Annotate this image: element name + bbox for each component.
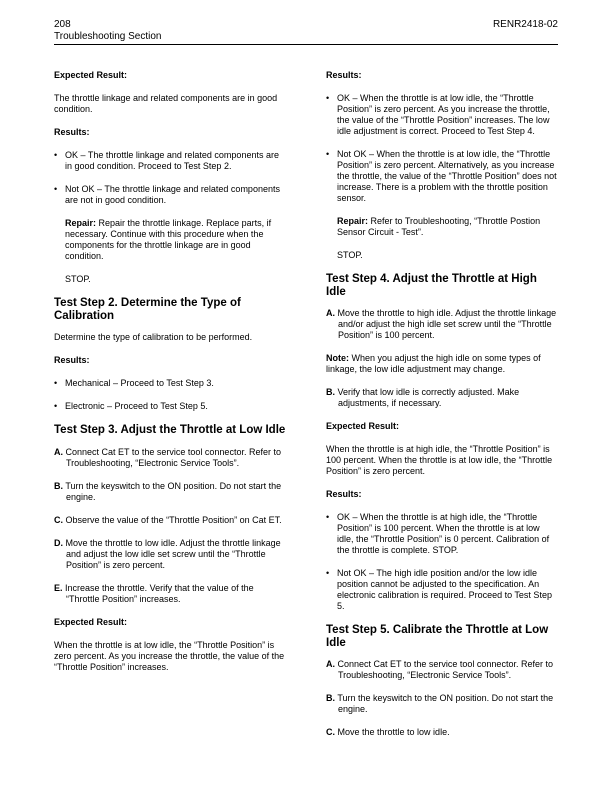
results-label: Results: xyxy=(54,127,90,137)
result-not-ok: • Not OK – The high idle position and/or the low idle position cannot be adjusted to the specification. An electronic calibration is required. Proceed to Test Step 5. xyxy=(326,568,558,612)
result-mechanical: • Mechanical – Proceed to Test Step 3. xyxy=(54,378,286,389)
result-ok: • OK – The throttle linkage and related components are in good condition. Proceed to Test Step 2. xyxy=(54,150,286,172)
item-letter: A. xyxy=(326,659,335,669)
note-label: Note: xyxy=(326,353,349,363)
repair-note xyxy=(326,216,558,238)
result-electronic: • Electronic – Proceed to Test Step 5. xyxy=(54,401,286,412)
result-not-ok: • Not OK – The throttle linkage and related components are not in good condition. xyxy=(54,184,286,206)
step5-item-a xyxy=(326,659,558,681)
repair-label: Repair: xyxy=(337,216,369,226)
header-rule xyxy=(54,44,558,45)
step3-expected-text: When the throttle is at low idle, the “Throttle Position” is zero percent. As you increase the throttle, the value of the “Throttle Position” increases. xyxy=(54,639,285,672)
note-text: When you adjust the high idle on some types of linkage, the low idle adjustment may change. xyxy=(326,353,541,374)
stop-text: STOP. xyxy=(65,274,91,284)
results-label: Results: xyxy=(326,489,362,499)
right-column xyxy=(326,70,558,750)
repair-text: Repair the throttle linkage. Replace parts, if necessary. Continue with this procedure when the components for the throttle linkage are in good condition. xyxy=(65,218,272,261)
item-text: Turn the keyswitch to the ON position. Do not start the engine. xyxy=(65,480,282,502)
step3-item-c xyxy=(54,515,286,526)
result-ok: • OK – When the throttle is at high idle, the “Throttle Position” is 100 percent. When the throttle is at low idle, the “Throttle Position” is 0 percent. Calibration of the throttle is complete. STOP. xyxy=(326,512,558,556)
step3-item-b xyxy=(54,481,286,503)
step2-heading: Test Step 2. Determine the Type of Calibration xyxy=(54,297,241,322)
page-header-left xyxy=(54,19,161,43)
item-letter: E. xyxy=(54,582,63,593)
step2-results-label: Results: xyxy=(54,355,90,365)
step4-item-a xyxy=(326,308,558,341)
item-text: Connect Cat ET to the service tool connector. Refer to Troubleshooting, “Electronic Service Tools”. xyxy=(65,446,281,468)
item-letter: A. xyxy=(54,446,63,457)
expected-result-text: The throttle linkage and related components are in good condition. xyxy=(54,93,278,114)
item-text: Increase the throttle. Verify that the value of the “Throttle Position” increases. xyxy=(65,582,254,604)
step3-heading: Test Step 3. Adjust the Throttle at Low Idle xyxy=(54,424,286,436)
repair-label: Repair: xyxy=(65,218,97,228)
section-name: Troubleshooting Section xyxy=(54,31,162,42)
step5-heading: Test Step 5. Calibrate the Throttle at Low Idle xyxy=(326,624,549,649)
page-number: 208 xyxy=(54,19,71,30)
item-text: Observe the value of the “Throttle Position” on Cat ET. xyxy=(65,514,282,525)
item-text: Move the throttle to low idle. xyxy=(337,727,450,737)
item-letter: C. xyxy=(54,514,63,525)
repair-text: Refer to Troubleshooting, “Throttle Postion Sensor Circuit - Test”. xyxy=(337,216,541,237)
results-label: Results: xyxy=(326,70,362,80)
step5-item-b xyxy=(326,693,558,715)
step2-text: Determine the type of calibration to be performed. xyxy=(54,332,253,342)
item-letter: D. xyxy=(54,537,63,548)
stop-text: STOP. xyxy=(337,250,363,260)
item-text: Connect Cat ET to the service tool connector. Refer to Troubleshooting, “Electronic Service Tools”. xyxy=(337,659,553,680)
step4-heading: Test Step 4. Adjust the Throttle at High Idle xyxy=(326,273,537,298)
result-ok: • OK – When the throttle is at low idle, the “Throttle Position” is zero percent. As you increase the throttle, the value of the “Throttle Position” increases. The low idle adjustment is correct. Proceed to Test Step 4. xyxy=(326,93,558,137)
item-text: Move the throttle to low idle. Adjust the throttle linkage and adjust the low idle set screw until the “Throttle Position” is zero percent. xyxy=(65,537,281,570)
repair-note xyxy=(54,218,286,262)
document-id: RENR2418-02 xyxy=(492,19,558,30)
step3-item-e xyxy=(54,583,286,605)
result-not-ok: • Not OK – When the throttle is at low idle, the “Throttle Position” is zero percent. Alternatively, as you increase the throttle, the value of the “Throttle Position” does not increase. There is a problem with the throttle position sensor. xyxy=(326,149,558,204)
expected-result-text: When the throttle is at high idle, the “Throttle Position” is 100 percent. When the throttle is at low idle, the “Throttle Position” is zero percent. xyxy=(326,444,553,476)
step5-item-c xyxy=(326,727,558,738)
item-letter: B. xyxy=(54,480,63,491)
item-letter: B. xyxy=(326,387,335,397)
step3-expected-label: Expected Result: xyxy=(54,616,128,627)
item-letter: B. xyxy=(326,693,335,703)
left-column xyxy=(54,70,286,685)
expected-result-label: Expected Result: xyxy=(54,70,128,80)
step3-item-a xyxy=(54,447,286,469)
item-text: Turn the keyswitch to the ON position. Do not start the engine. xyxy=(337,693,554,714)
step3-item-d xyxy=(54,538,286,571)
expected-result-label: Expected Result: xyxy=(326,421,400,431)
item-text: Verify that low idle is correctly adjusted. Make adjustments, if necessary. xyxy=(337,387,520,408)
item-letter: A. xyxy=(326,308,335,318)
note xyxy=(326,353,558,375)
item-text: Move the throttle to high idle. Adjust the throttle linkage and/or adjust the high idle set screw until the “Throttle Position” is 100 percent. xyxy=(337,308,557,340)
step4-item-b xyxy=(326,387,558,409)
item-letter: C. xyxy=(326,727,335,737)
